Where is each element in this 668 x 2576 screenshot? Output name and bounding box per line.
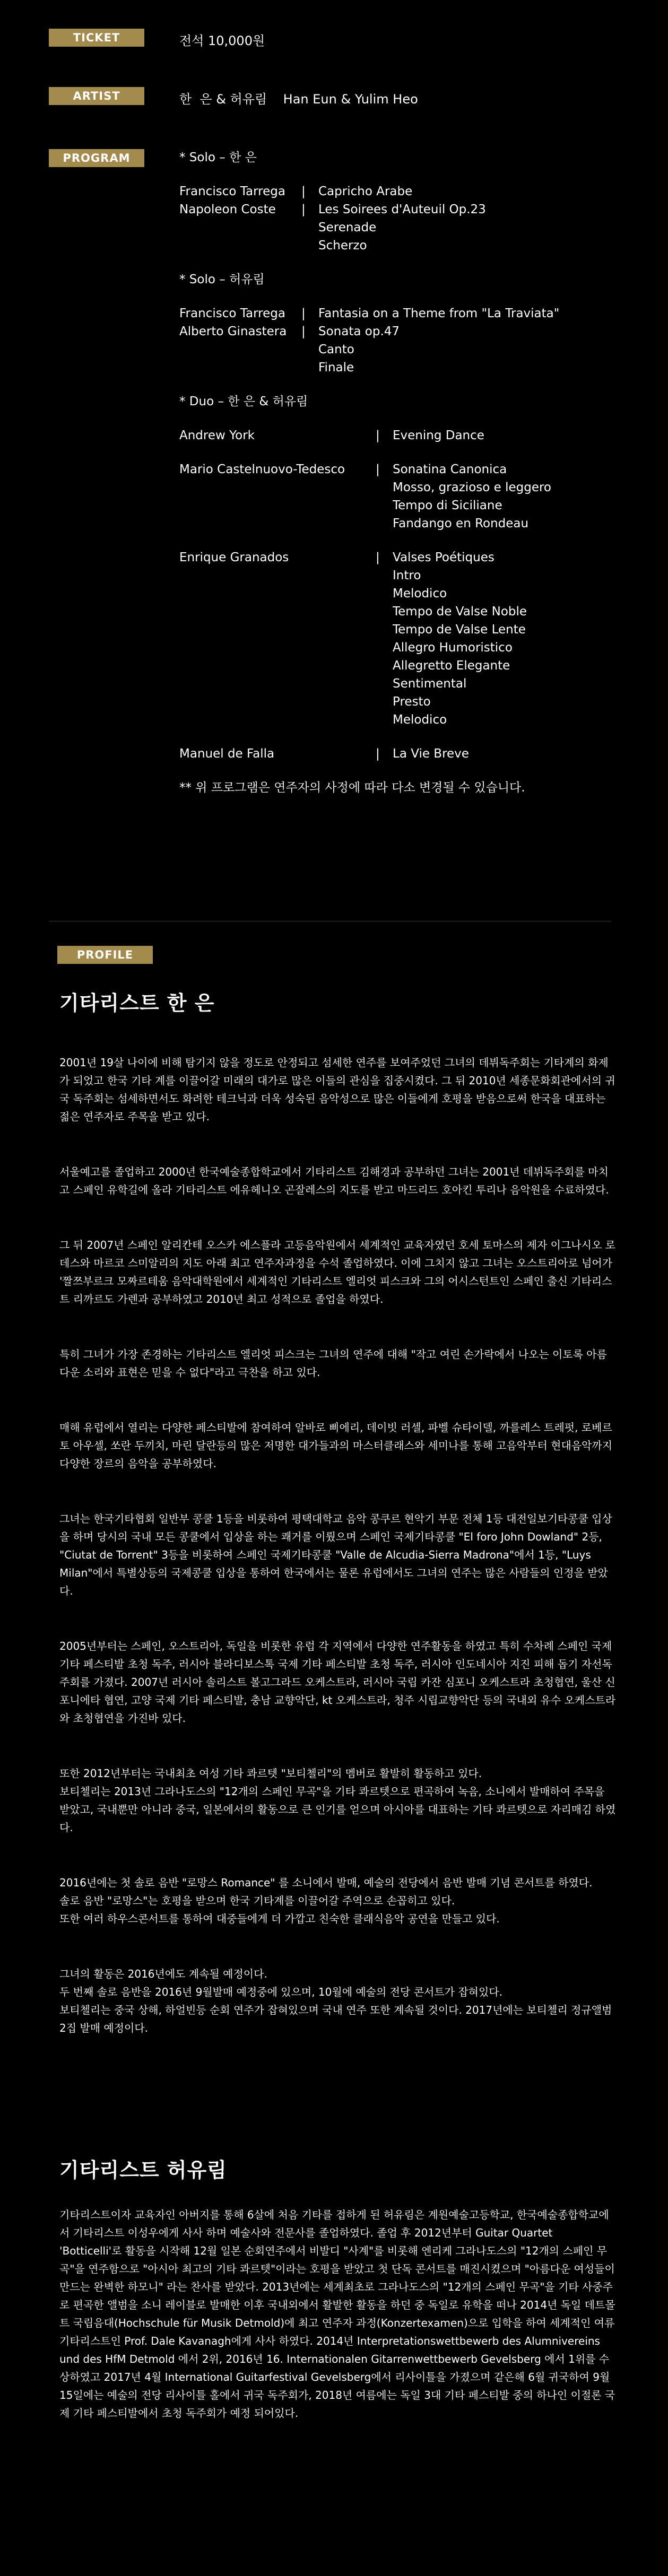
solo1-row — [179, 182, 559, 255]
duo-row-york: Andrew York | Evening Dance — [179, 429, 484, 442]
duo-heading: * Duo – 한 은 & 허유림 — [179, 395, 308, 408]
profile-tag: PROFILE — [57, 946, 153, 964]
ticket-tag: TICKET — [49, 29, 144, 47]
han-eun-title: 기타리스트 한 은 — [59, 991, 215, 1015]
heo-yulim-bio: 기타리스트이자 교육자인 아버지를 통해 6살에 처음 기타를 접하게 된 허유림은 계원예술고등학교, 한국예술종합학교에서 기타리스트 이성우에게 사사 하며 예술사와 전문사를 졸업하였다. 졸업 후 2012년부터 Guitar Quartet 'Botticelli'로 활동을 시작해 12월 일본 순회연주에서 비발디 "사계"를 비롯해 엔리케 그라나도스의 "12개의 스페인 무곡"을 연주함으로 "아시아 최고의 기타 콰르텟"이라는 호평을 받았고 첫 단독 콘서트를 매진시켰으며 "아름다운 여성들이 만드는 완벽한 하모니" 라는 찬사를 받았다. 2013년에는 세계최초로 그라나도스의 "12개의 스페인 무곡"을 기타 사중주로 편곡한 앨범을 소니 레이블로 발매한 이후 국내외에서 활발한 활동을 하던 중 독일로 유학을 떠나 2014년 독일 데트몰트 국립음대(Hochschule für Musik Detmold)에 최고 연주자 과정(Konzertexamen)으로 입학을 하여 세계적인 여류 기타리스트인 Prof. Dale Kavanagh에게 사사 하였다. 2014년 Interpretationswettbewerb des Alumnivereins und des HfM Detmold 에서 2위, 2016년 16. Internationalen Gitarrenwettbewerb Gevelsberg 에서 1위를 수상하였고 2017년 4월 International Guitarfestival Gevelsberg에서 리사이틀을 가졌으며 같은해 6월 귀국하여 9월15일에는 예술의 전당 리사이틀 홀에서 귀국 독주회가, 2018년 여름에는 독일 3대 기타 페스티발 중의 하나인 이절론 국제 기타 페스티발에서 초청 독주회가 예정 되어있다. — [59, 2208, 615, 2420]
solo1-heading: * Solo – 한 은 — [179, 151, 257, 164]
program-tag: PROGRAM — [49, 149, 144, 167]
artist-tag: ARTIST — [49, 87, 144, 105]
duo-row-castelnuovo: Mario Castelnuovo-Tedesco | Sonatina Canonica Mosso, grazioso e leggero Tempo di Siciliane Fandango en Rondeau — [179, 463, 551, 530]
han-eun-bio: 2001년 19살 나이에 비해 탐기지 않을 정도로 안정되고 섬세한 연주를 보여주었던 그녀의 데뷔독주회는 기타계의 화제가 되었고 한국 기타 계를 이끌어갈 미래의 대가로 많은 이들의 관심을 집중시켰다. 그 뒤 2010년 세종문화회관에서의 귀국 독주회는 섬세하면서도 화려한 테크닉과 더욱 성숙된 음악성으로 많은 이들에게 호평을 받음으로써 한국을 대표하는 젊은 연주자로 주목을 받고 있다. 서울예고를 졸업하고 2000년 한국예술종합학교에서 기타리스트 김해경과 공부하던 그녀는 2001년 데뷔독주회를 마치고 스페인 유학길에 올라 기타리스트 에유헤니오 곤잘레스의 지도를 받고 마드리드 호아킨 투리나 음악원을 수료하였다. 그 뒤 2007년 스페인 알리칸테 오스카 에스플라 고등음악원에서 세계적인 교육자였던 호세 토마스의 제자 이그나시오 로데스와 마르코 스미알리의 지도 아래 최고 연주자과정을 수석 졸업하였다. 이에 그치지 않고 그녀는 오스트리아로 넘어가 '짤쯔부르크 모짜르테움 음악대학원에서 세계적인 기타리스트 엘리엇 피스크와 그의 어시스턴트인 스페인 출신 기타리스트 리까르도 가렌과 공부하였고 2010년 최고 성적으로 졸업을 하였다. 특히 그녀가 가장 존경하는 기타리스트 엘리엇 피스크는 그녀의 연주에 대해 "작고 여린 손가락에서 나오는 이토록 아름다운 소리와 표현은 믿을 수 없다"라고 극찬을 하고 있다. 매해 유럽에서 열리는 다양한 페스티발에 참여하여 알바로 삐에리, 데이빗 러셀, 파벨 슈타이델, 까를레스 트레펏, 로베르토 아우셀, 쏘란 두끼치, 마린 달란등의 많은 저명한 대가들과의 마스터클래스와 세미나를 통해 고음악부터 현대음악까지 다양한 장르의 음악을 공부하였다. 그녀는 한국기타협회 일반부 콩쿨 1등을 비롯하여 평택대학교 음악 콩쿠르 현악기 부문 전체 1등 대전일보기타콩쿨 입상을 하며 당시의 국내 모든 콩쿨에서 입상을 하는 쾌거를 이뤘으며 스페인 국제기타콩쿨 "El foro John Dowland" 2등, "Ciutat de Torrent" 3등을 비롯하여 스페인 국제기타콩쿨 "Valle de Alcudia-Sierra Madrona"에서 1등, "Luys Milan"에서 특별상등의 국제콩쿨 입상을 통하여 한국에서는 물론 유럽에서도 그녀의 연주는 많은 사람들의 인정을 받았다. 2005년부터는 스페인, 오스트리아, 독일을 비롯한 유럽 각 지역에서 다양한 연주활동을 하였고 특히 수차례 스페인 국제기타 페스티발 초청 독주, 러시아 블라디보스톡 국제 기타 페스티발 초청 독주, 러시아 인도네시아 지진 피해 돕기 자선독주회를 가졌다. 2007년 러시아 솔리스트 볼고그라드 오케스트라, 러시아 국립 카잔 심포니 오케스트라 초청협연, 울산 신포니에타 협연, 고양 국제 기타 페스티발, 충남 교향악단, kt 오케스트라, 청주 시립교향악단 등의 국내외 유수 오케스트라와 초청협연을 가진바 있다. 또한 2012년부터는 국내최초 여성 기타 콰르텟 "보티첼리"의 멤버로 활발히 활동하고 있다. 보티첼리는 2013년 그라나도스의 "12개의 스페인 무곡"을 기타 콰르텟으로 편곡하여 녹음, 소니에서 발매하여 주목을 받았고, 국내뿐만 아니라 중국, 일본에서의 활동으로 큰 인기를 얻으며 아시아를 대표하는 기타 콰르텟으로 자리매김 하였다. 2016년에는 첫 솔로 음반 "로망스 Romance" 를 소니에서 발매, 예술의 전당에서 음반 발매 기념 콘서트를 하였다. 솔로 음반 "로망스"는 호평을 받으며 한국 기타계를 이끌어갈 주역으로 손꼽히고 있다. 또한 여러 하우스콘서트를 통하여 대중들에게 더 가깝고 친숙한 클래식음악 공연을 만들고 있다. 그녀의 활동은 2016년에도 계속될 예정이다. 두 번째 솔로 음반을 2016년 9월발매 예정중에 있으며, 10월에 예술의 전당 콘서트가 잡혀있다. 보티첼리는 중국 상해, 하얼빈등 순회 연주가 잡혀있으며 국내 연주 또한 계속될 것이다. 2017년에는 보티첼리 정규앨범2집 발매 예정이다. — [59, 1056, 616, 2034]
heo-yulim-title: 기타리스트 허유림 — [59, 2159, 227, 2182]
duo-row-falla: Manuel de Falla | La Vie Breve — [179, 747, 469, 761]
program-note: ** 위 프로그램은 연주자의 사정에 따라 다소 변경될 수 있습니다. — [179, 781, 525, 795]
duo-row-granados: Enrique Granados | Valses Poétiques Intro Melodico Tempo de Valse Noble Tempo de Valse Lente Allegro Humoristico Allegretto Elegante Sentimental Presto Melodico — [179, 551, 527, 727]
solo2-heading: * Solo – 허유림 — [179, 273, 265, 286]
program-list — [179, 149, 559, 797]
ticket-price: 전석 10,000원 — [179, 33, 265, 48]
solo2-row — [179, 304, 559, 377]
solo2-composers: Francisco Tarrega Alberto Ginastera — [179, 307, 287, 338]
solo1-composers: Francisco Tarrega Napoleon Coste — [179, 185, 285, 216]
solo1-separators: | | — [301, 185, 306, 216]
solo2-works: Fantasia on a Theme from "La Traviata" Sonata op.47 Canto Finale — [318, 307, 560, 375]
solo1-works: Capricho Arabe Les Soirees d'Auteuil Op.23 Serenade Scherzo — [318, 185, 486, 253]
solo2-separators: | | — [301, 307, 306, 338]
artist-names: 한 은 & 허유림 Han Eun & Yulim Heo — [179, 92, 418, 107]
